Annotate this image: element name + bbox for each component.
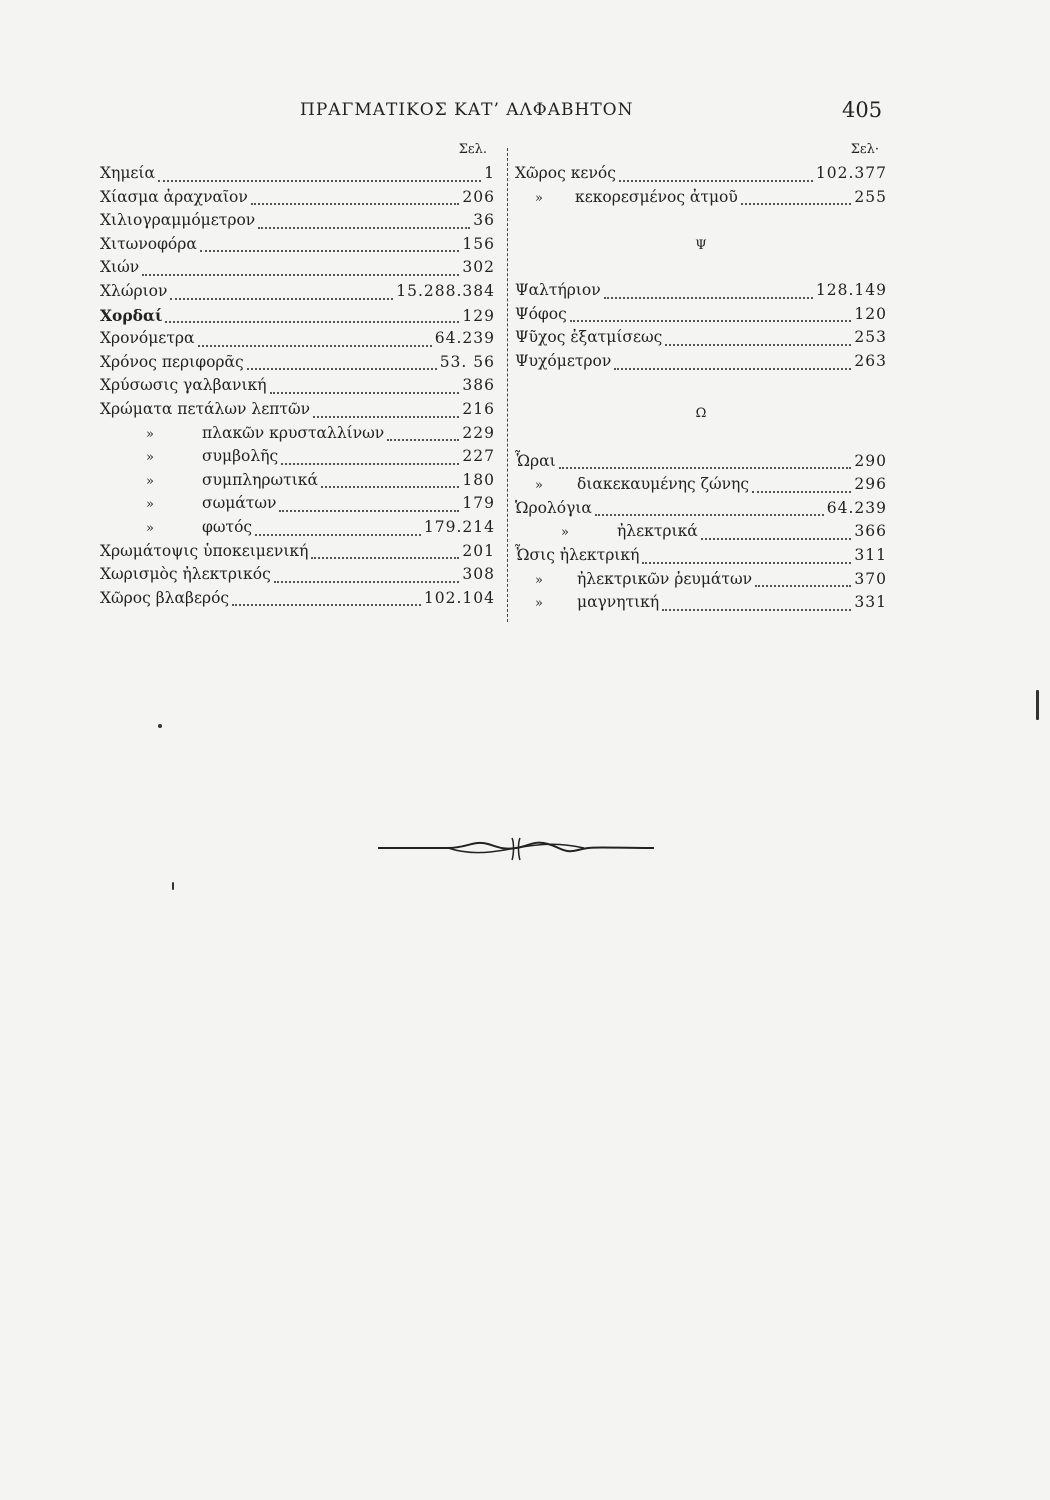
ditto-mark: » xyxy=(146,426,154,442)
leader-dots xyxy=(165,321,459,323)
print-speck xyxy=(172,882,174,890)
entry-page: 206 xyxy=(462,187,495,206)
leader-dots xyxy=(755,585,851,587)
ditto-mark: » xyxy=(535,478,543,494)
index-entry xyxy=(515,352,887,376)
index-entry xyxy=(515,452,887,476)
entry-term: Χρονόμετρα xyxy=(100,329,195,348)
index-column-left xyxy=(100,142,495,612)
entry-term: Χορδαί xyxy=(100,305,163,325)
print-speck xyxy=(158,724,162,728)
leader-dots xyxy=(604,297,813,299)
leader-dots xyxy=(642,562,851,564)
page-edge-mark xyxy=(1036,690,1039,720)
index-entry xyxy=(100,211,495,235)
entries-left xyxy=(100,164,495,612)
ditto-mark: » xyxy=(561,525,569,541)
ditto-mark: » xyxy=(535,596,543,612)
entry-page: 366 xyxy=(854,522,887,541)
leader-dots xyxy=(614,368,851,370)
entry-page: 36 xyxy=(473,211,495,230)
ditto-mark: » xyxy=(535,572,543,588)
leader-dots xyxy=(142,274,459,276)
leader-dots xyxy=(387,439,459,441)
index-subentry xyxy=(515,522,887,546)
entry-term xyxy=(100,424,384,442)
entry-page: 53. 56 xyxy=(439,352,495,371)
index-column-right xyxy=(515,142,887,617)
subentry-text: πλακῶν κρυσταλλίνων xyxy=(202,423,385,442)
entry-page: 386 xyxy=(462,376,495,395)
entry-term: Ὡρολόγια xyxy=(515,498,592,517)
entry-term: Χιτωνοφόρα xyxy=(100,234,197,253)
index-entry xyxy=(515,281,887,305)
entry-term: Χιλιογραμμόμετρον xyxy=(100,211,256,230)
leader-dots xyxy=(170,298,393,300)
entry-page: 201 xyxy=(462,541,495,560)
leader-dots xyxy=(752,491,851,493)
index-subentry xyxy=(515,570,887,594)
index-entry xyxy=(100,353,495,377)
subentry-text: μαγνητική xyxy=(577,593,660,612)
leader-dots xyxy=(741,203,852,205)
index-subentry xyxy=(100,518,495,542)
index-entry xyxy=(515,546,887,570)
entry-term: Χρωμάτοψις ὑποκειμενική xyxy=(100,541,309,560)
entry-page: 229 xyxy=(462,423,495,442)
leader-dots xyxy=(570,320,852,322)
index-entry xyxy=(100,306,495,330)
entry-term: Χίασμα ἀραχναῖον xyxy=(100,187,248,206)
entry-page: 156 xyxy=(462,234,495,253)
entry-page: 15.288.384 xyxy=(396,281,495,300)
leader-dots xyxy=(701,538,852,540)
entry-term: Χῶρος βλαβερός xyxy=(100,588,230,607)
index-entry xyxy=(100,235,495,259)
entry-term: Ὦσις ἠλεκτρική xyxy=(515,545,640,564)
ditto-mark: » xyxy=(146,497,154,513)
leader-dots xyxy=(281,463,459,465)
column-heading: Σελ· xyxy=(850,142,879,157)
section-letter-omega: Ω xyxy=(695,405,707,421)
index-entry xyxy=(515,499,887,523)
entry-page: 128.149 xyxy=(815,281,887,300)
subentry-text: φωτός xyxy=(202,517,253,536)
entry-term xyxy=(100,494,276,512)
subentry-text: κεκορεσμένος ἀτμοῦ xyxy=(575,187,738,206)
index-subentry xyxy=(100,471,495,495)
ditto-mark: » xyxy=(146,520,154,536)
entry-term: Χωρισμὸς ἠλεκτρικός xyxy=(100,565,271,584)
entry-term xyxy=(515,570,752,588)
leader-dots xyxy=(200,250,460,252)
subentry-text: συμπληρωτικά xyxy=(202,470,318,489)
entry-page: 1 xyxy=(484,164,495,182)
entry-page: 179.214 xyxy=(423,517,495,536)
index-entry xyxy=(100,188,495,212)
section-letter-psi: Ψ xyxy=(695,238,707,254)
index-entry xyxy=(515,328,887,352)
running-head: ΠΡΑΓΜΑΤΙΚΟΣ ΚΑΤ’ ΑΛΦΑΒΗΤΟΝ xyxy=(300,100,634,120)
leader-dots xyxy=(595,514,824,516)
subentry-text: συμβολῆς xyxy=(202,447,279,466)
entry-page: 216 xyxy=(462,399,495,418)
leader-dots xyxy=(270,392,460,394)
index-entry xyxy=(100,282,495,306)
entry-term: Ψυχόμετρον xyxy=(515,351,612,370)
entry-term: Ὧραι xyxy=(515,451,556,470)
leader-dots xyxy=(247,368,437,370)
entry-term xyxy=(100,471,318,489)
entry-page: 263 xyxy=(854,351,887,370)
entry-page: 102.377 xyxy=(815,164,887,182)
entry-term: Ψῦχος ἐξατμίσεως xyxy=(515,328,663,347)
index-subentry xyxy=(515,188,887,212)
leader-dots xyxy=(258,227,470,229)
index-subentry xyxy=(100,494,495,518)
entry-page: 296 xyxy=(854,475,887,494)
entry-page: 64.239 xyxy=(826,498,887,517)
index-entry xyxy=(100,376,495,400)
entry-page: 290 xyxy=(854,451,887,470)
entry-page: 331 xyxy=(854,593,887,612)
leader-dots xyxy=(158,180,481,182)
entry-term: Χῶρος κενός xyxy=(515,164,616,182)
leader-dots xyxy=(321,486,459,488)
index-entry xyxy=(515,305,887,329)
entry-page: 308 xyxy=(462,565,495,584)
subentry-text: ἠλεκτρικά xyxy=(617,522,698,541)
index-subentry xyxy=(100,447,495,471)
entry-term: Χρύσωσις γαλβανική xyxy=(100,376,267,395)
entry-term xyxy=(100,518,252,536)
ditto-mark: » xyxy=(146,450,154,466)
index-subentry xyxy=(100,424,495,448)
entry-term: Χρώματα πετάλων λεπτῶν xyxy=(100,399,311,418)
entry-term: Ψόφος xyxy=(515,304,567,323)
entry-page: 253 xyxy=(854,328,887,347)
column-heading: Σελ. xyxy=(458,142,487,157)
leader-dots xyxy=(232,604,421,606)
entry-term: Ψαλτήριον xyxy=(515,281,601,300)
leader-dots xyxy=(313,416,459,418)
index-entry xyxy=(100,565,495,589)
page-number: 405 xyxy=(842,98,883,122)
entry-page: 255 xyxy=(854,187,887,206)
leader-dots xyxy=(251,203,460,205)
leader-dots xyxy=(665,344,851,346)
entry-page: 129 xyxy=(462,306,495,325)
entry-term: Χρόνος περιφορᾶς xyxy=(100,352,244,371)
entry-term xyxy=(100,447,278,465)
index-entry xyxy=(100,542,495,566)
ditto-mark: » xyxy=(146,473,154,489)
index-entry xyxy=(515,164,887,188)
entry-term xyxy=(515,188,738,206)
entry-term xyxy=(515,475,749,493)
leader-dots xyxy=(619,180,813,182)
entry-term xyxy=(515,522,698,540)
entry-page: 120 xyxy=(854,304,887,323)
entry-term: Χημεία xyxy=(100,164,155,182)
leader-dots xyxy=(559,467,852,469)
column-divider xyxy=(507,148,508,622)
leader-dots xyxy=(311,557,459,559)
index-subentry xyxy=(515,593,887,617)
ditto-mark: » xyxy=(535,190,543,206)
index-subentry xyxy=(515,475,887,499)
subentry-text: ἠλεκτρικῶν ῥευμάτων xyxy=(577,569,753,588)
entry-page: 227 xyxy=(462,447,495,466)
subentry-text: διακεκαυμένης ζώνης xyxy=(577,475,750,494)
index-entry xyxy=(100,329,495,353)
entry-page: 311 xyxy=(854,545,887,564)
index-entry xyxy=(100,589,495,613)
leader-dots xyxy=(198,345,432,347)
entry-page: 179 xyxy=(462,494,495,513)
ornament-flourish-icon xyxy=(378,832,654,864)
leader-dots xyxy=(255,534,421,536)
index-entry xyxy=(100,258,495,282)
index-entry xyxy=(100,164,495,188)
leader-dots xyxy=(274,581,460,583)
entry-page: 180 xyxy=(462,470,495,489)
entry-term: Χιών xyxy=(100,258,140,277)
entry-page: 64.239 xyxy=(434,329,495,348)
subentry-text: σωμάτων xyxy=(202,494,277,513)
entry-page: 370 xyxy=(854,569,887,588)
leader-dots xyxy=(279,510,459,512)
entry-page: 102.104 xyxy=(423,588,495,607)
entry-page: 302 xyxy=(462,258,495,277)
index-entry xyxy=(100,400,495,424)
leader-dots xyxy=(662,609,851,611)
entry-term: Χλώριον xyxy=(100,281,168,300)
entry-term xyxy=(515,593,659,611)
